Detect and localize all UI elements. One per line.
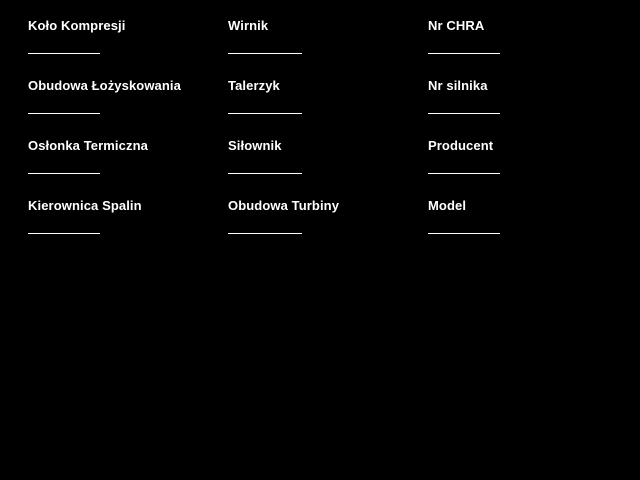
- field-wirnik[interactable]: [200, 14, 400, 74]
- field-write-line[interactable]: [428, 173, 500, 174]
- field-silownik[interactable]: [200, 134, 400, 194]
- field-write-line[interactable]: [428, 53, 500, 54]
- field-label: Model: [428, 198, 467, 213]
- field-label: Osłonka Termiczna: [28, 138, 148, 153]
- field-model[interactable]: [400, 194, 600, 254]
- field-label: Obudowa Turbiny: [228, 198, 340, 213]
- field-obudowa-turbiny[interactable]: [200, 194, 400, 254]
- field-label: Nr CHRA: [428, 18, 485, 33]
- field-label: Koło Kompresji: [28, 18, 126, 33]
- field-label: Nr silnika: [428, 78, 488, 93]
- field-write-line[interactable]: [228, 173, 302, 174]
- field-write-line[interactable]: [28, 53, 100, 54]
- field-label: Producent: [428, 138, 494, 153]
- field-label: Siłownik: [228, 138, 282, 153]
- field-write-line[interactable]: [428, 233, 500, 234]
- field-label: Kierownica Spalin: [28, 198, 142, 213]
- field-write-line[interactable]: [228, 53, 302, 54]
- field-label: Wirnik: [228, 18, 269, 33]
- field-write-line[interactable]: [28, 233, 100, 234]
- field-kierownica-spalin[interactable]: [0, 194, 200, 254]
- field-talerzyk[interactable]: [200, 74, 400, 134]
- field-write-line[interactable]: [428, 113, 500, 114]
- field-label: Obudowa Łożyskowania: [28, 78, 181, 93]
- field-producent[interactable]: [400, 134, 600, 194]
- field-label: Talerzyk: [228, 78, 280, 93]
- field-nr-chra[interactable]: [400, 14, 600, 74]
- field-oslonka-termiczna[interactable]: [0, 134, 200, 194]
- field-write-line[interactable]: [228, 113, 302, 114]
- field-write-line[interactable]: [228, 233, 302, 234]
- field-write-line[interactable]: [28, 173, 100, 174]
- field-obudowa-lozyskowania[interactable]: [0, 74, 200, 134]
- field-kolo-kompresji[interactable]: [0, 14, 200, 74]
- field-write-line[interactable]: [28, 113, 100, 114]
- field-nr-silnika[interactable]: [400, 74, 600, 134]
